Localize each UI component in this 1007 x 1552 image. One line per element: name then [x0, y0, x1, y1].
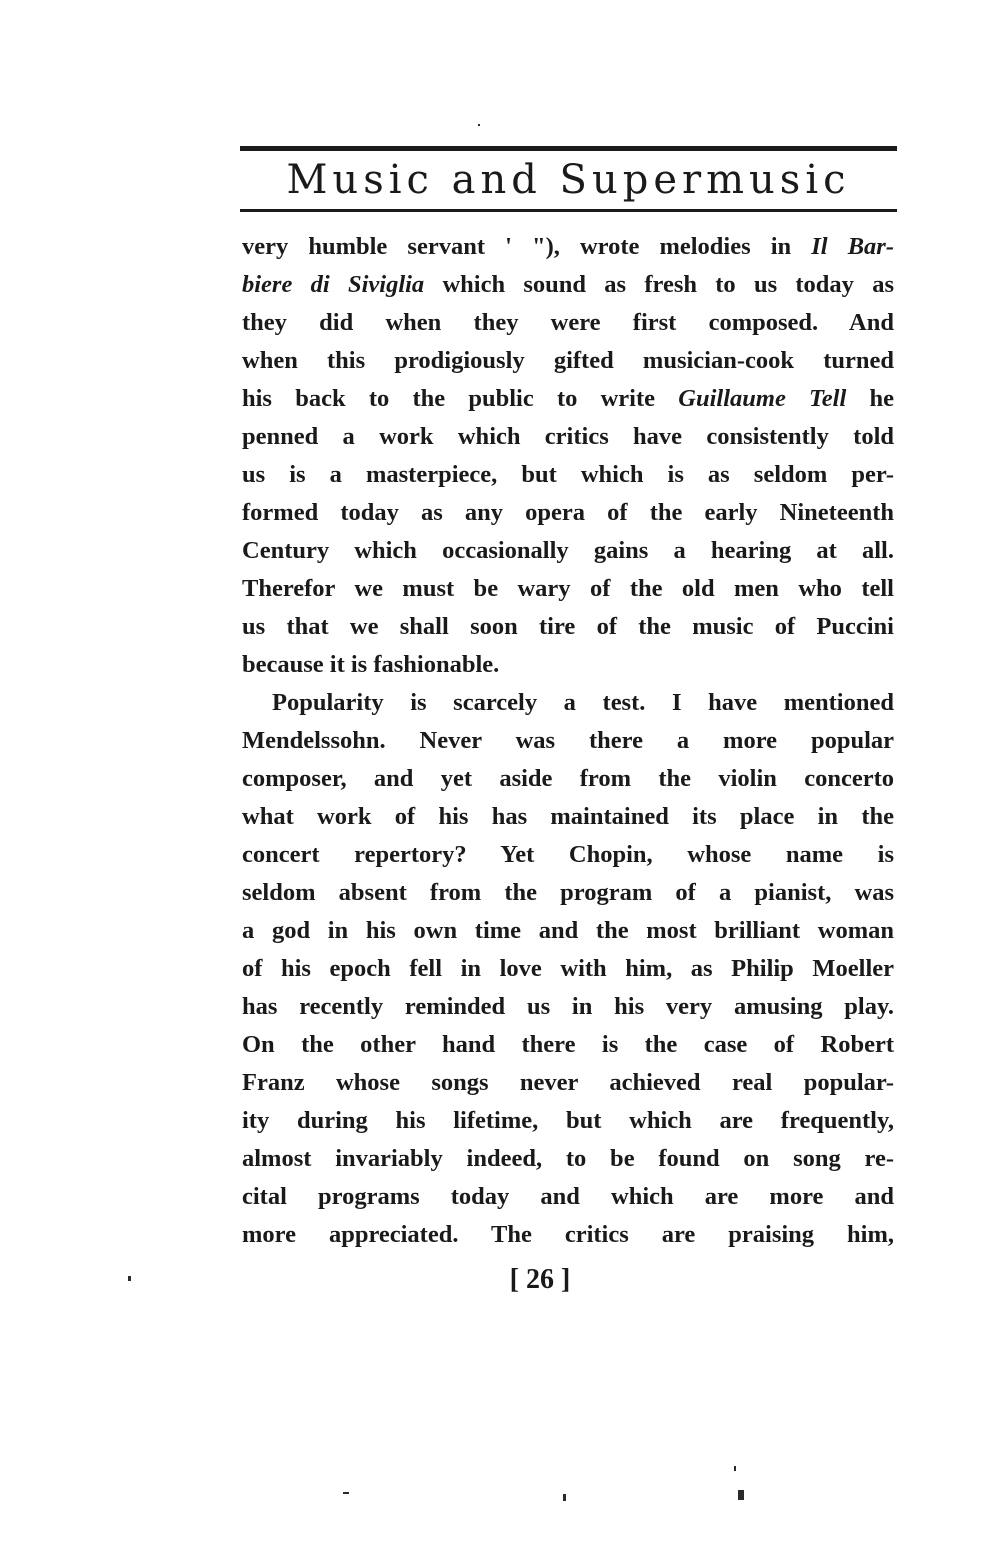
text-line [242, 456, 894, 494]
text-line [242, 532, 894, 570]
text-run: a god in his own time and the most brilliant woman [242, 917, 894, 944]
scan-speck [478, 124, 480, 126]
scan-speck [734, 1466, 736, 1471]
text-line [242, 760, 894, 798]
text-run: cital programs today and which are more and [242, 1183, 894, 1210]
text-run: ity during his lifetime, but which are frequently, [242, 1107, 894, 1134]
text-line [242, 646, 894, 684]
text-run: they did when they were first composed. And [242, 309, 894, 336]
text-run: which sound as fresh to us today as [424, 271, 894, 298]
text-run: seldom absent from the program of a pianist, was [242, 879, 894, 906]
running-title: Music and Supermusic [286, 157, 851, 203]
text-line [242, 304, 894, 342]
text-line [242, 912, 894, 950]
text-line [242, 722, 894, 760]
scan-speck [563, 1494, 566, 1501]
text-run: Mendelssohn. Never was there a more popular [242, 727, 894, 754]
text-line [242, 494, 894, 532]
text-line [242, 684, 894, 722]
text-line [242, 874, 894, 912]
text-run: almost invariably indeed, to be found on song re- [242, 1145, 894, 1172]
text-line [242, 608, 894, 646]
text-run: has recently reminded us in his very amusing play. [242, 993, 894, 1020]
text-run: because it is fashionable. [242, 651, 500, 678]
text-line [242, 798, 894, 836]
text-line [242, 418, 894, 456]
text-run: us is a masterpiece, but which is as seldom per- [242, 461, 894, 488]
italic-title: Guillaume Tell [678, 385, 847, 412]
text-run: he [846, 385, 895, 412]
text-run: composer, and yet aside from the violin concerto [242, 765, 894, 792]
text-run: Century which occasionally gains a hearing at all. [242, 537, 894, 564]
text-line [242, 836, 894, 874]
text-run: Therefor we must be wary of the old men who tell [242, 575, 894, 602]
text-run: what work of his has maintained its place in the [242, 803, 894, 830]
header-rule-bottom [240, 209, 897, 212]
text-run: his back to the public to write [242, 385, 679, 412]
text-run: when this prodigiously gifted musician-cook turned [242, 347, 894, 374]
text-line [242, 1026, 894, 1064]
text-run: more appreciated. The critics are praising him, [242, 1221, 894, 1248]
text-run: formed today as any opera of the early Nineteenth [242, 499, 894, 526]
scan-speck [738, 1490, 744, 1500]
text-line [242, 1216, 894, 1254]
text-line [242, 266, 894, 304]
text-line [242, 228, 894, 266]
text-line [242, 988, 894, 1026]
scan-speck [343, 1492, 349, 1494]
text-run: very humble servant ' "), wrote melodies in [242, 233, 812, 260]
text-run: us that we shall soon tire of the music of Puccini [242, 613, 894, 640]
text-run: of his epoch fell in love with him, as Philip Moeller [242, 955, 894, 982]
text-run: penned a work which critics have consistently told [242, 423, 894, 450]
paragraph [242, 684, 894, 1254]
text-line [242, 570, 894, 608]
text-line [242, 1102, 894, 1140]
text-line [242, 1064, 894, 1102]
text-run: On the other hand there is the case of Robert [242, 1031, 894, 1058]
text-line [242, 1178, 894, 1216]
italic-title: Il Bar- [811, 233, 894, 260]
text-run: Franz whose songs never achieved real popular- [242, 1069, 894, 1096]
text-run: concert repertory? Yet Chopin, whose name is [242, 841, 894, 868]
paragraph [242, 228, 894, 684]
text-line [242, 342, 894, 380]
text-line [242, 950, 894, 988]
text-line [242, 1140, 894, 1178]
italic-title: biere di Siviglia [242, 271, 425, 298]
scan-speck [128, 1276, 131, 1281]
text-line [242, 380, 894, 418]
text-run: Popularity is scarcely a test. I have mentioned [272, 689, 894, 716]
page-number: [ 26 ] [509, 1264, 571, 1295]
body-text [242, 228, 894, 1254]
